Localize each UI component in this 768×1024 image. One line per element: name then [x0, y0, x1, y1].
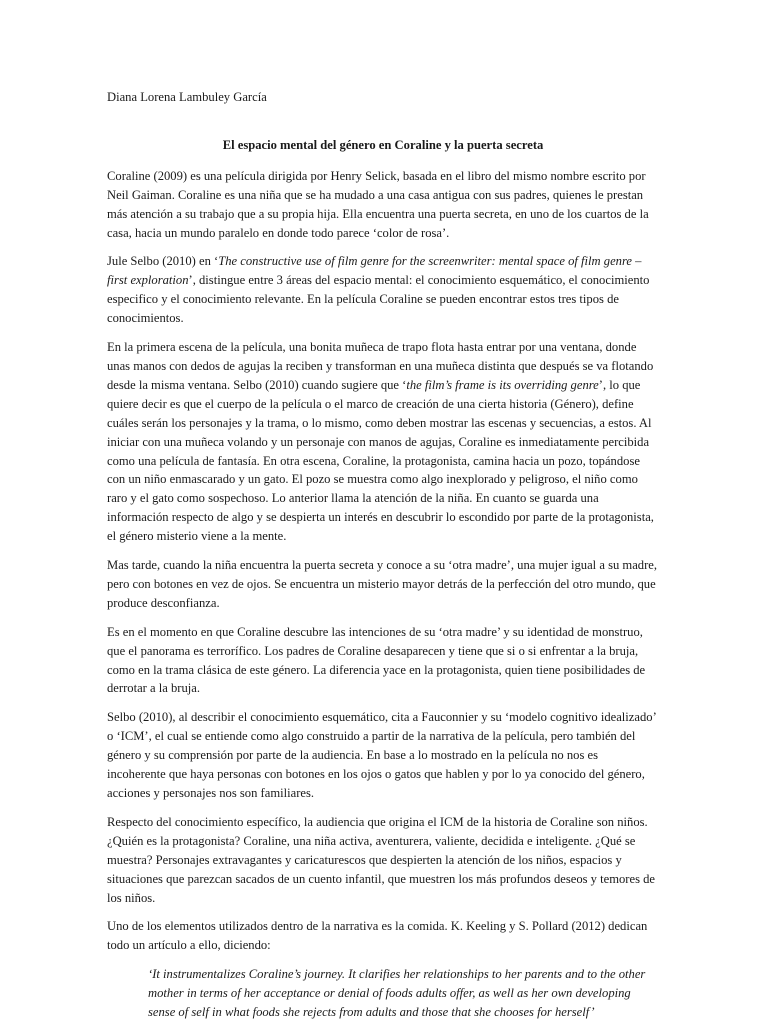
body-paragraph	[107, 167, 659, 243]
body-paragraph	[107, 338, 659, 546]
body-paragraph	[107, 708, 659, 803]
body-text	[107, 167, 659, 955]
block-quote: ‘It instrumentalizes Coraline’s journey. It clarifies her relationships to her parents and to the other mother in terms of her acceptance or denial of foods adults offer, as well as her own developing sense of self in what foods she rejects from adults and those that she chooses for herself’	[148, 967, 646, 1020]
body-paragraph	[107, 556, 659, 613]
document-title: El espacio mental del género en Coraline y la puerta secreta	[222, 137, 544, 152]
body-paragraph	[107, 252, 659, 328]
paragraph-text: Selbo (2010), al describir el conocimiento esquemático, cita a Fauconnier y su ‘modelo cognitivo idealizado’ o ‘ICM’, el cual se entiende como algo construido a partir de la narrativa de la película, pero también del género y su comprensión por parte de la audiencia. En base a lo mostrado en la película no nos es incoherente que haya personas con botones en los ojos o gatos que hablen y por lo ya conocido del género, acciones y personajes nos son familiares.	[107, 710, 656, 800]
paragraph-text: Uno de los elementos utilizados dentro de la narrativa es la comida. K. Keeling y S. Pollard (2012) dedican todo un artículo a ello, diciendo:	[107, 919, 648, 953]
paragraph-text: ’, lo que quiere decir es que el cuerpo de la película o el marco de creación de una cierta historia (Género), define cuáles serán los personajes y la trama, o lo mismo, como deben mostrar las escenas y secuencias, a estos. Al iniciar con una muñeca volando y un personaje con manos de agujas, Coraline es inmediatamente percibida como una película de fantasía. En otra escena, Coraline, la protagonista, camina hacia un pozo, topándose con un niño enmascarado y un gato. El pozo se muestra como algo inexplorado y peligroso, el niño como raro y el gato como sospechoso. Lo anterior llama la atención de la niña. En cuanto se guarda una información respecto de algo y se despierta un interés en descubrir lo escondido por parte de la protagonista, el género misterio viene a la mente.	[107, 377, 654, 544]
document-page	[107, 88, 659, 1022]
paragraph-text: Coraline (2009) es una película dirigida por Henry Selick, basada en el libro del mismo nombre escrito por Neil Gaiman. Coraline es una niña que se ha mudado a una casa antigua con sus padres, quienes le prestan más atención a su trabajo que a su propia hija. Ella encuentra una puerta secreta, en uno de los cuartos de la casa, hacia un mundo paralelo en donde todo parece ‘color de rosa’.	[107, 168, 649, 240]
paragraph-text: Mas tarde, cuando la niña encuentra la puerta secreta y conoce a su ‘otra madre’, una mujer igual a su madre, pero con botones en vez de ojos. Se encuentra un misterio mayor detrás de la perfección del otro mundo, que produce desconfianza.	[107, 558, 658, 610]
body-paragraph	[107, 813, 659, 908]
italic-citation: The constructive use of film genre for the screenwriter: mental space of film genre – first exploration	[107, 254, 642, 288]
paragraph-text: Jule Selbo (2010) en ‘	[107, 254, 219, 269]
author-name: Diana Lorena Lambuley García	[107, 90, 267, 104]
paragraph-text: ’, distingue entre 3 áreas del espacio mental: el conocimiento esquemático, el conocimiento especifico y el conocimiento relevante. En la película Coraline se pueden encontrar estos tres tipos de conocimientos.	[107, 273, 650, 326]
paragraph-text: Es en el momento en que Coraline descubre las intenciones de su ‘otra madre’ y su identidad de monstruo, que el panorama es terrorífico. Los padres de Coraline desaparecen y tiene que si o si enfrentar a la bruja, como en la trama clásica de este género. La diferencia yace en la protagonista, quien tiene posibilidades de derrotar a la bruja.	[107, 624, 646, 696]
body-paragraph	[107, 917, 659, 955]
paragraph-text: En la primera escena de la película, una bonita muñeca de trapo flota hasta entrar por una ventana, donde unas manos con dedos de agujas la reciben y transforman en una muñeca distinta que después se va flotando desde la misma ventana. Selbo (2010) cuando sugiere que ‘	[107, 340, 654, 392]
italic-citation: the film’s frame is its overriding genre	[406, 377, 599, 392]
body-paragraph	[107, 623, 659, 699]
paragraph-text: Respecto del conocimiento específico, la audiencia que origina el ICM de la historia de Coraline son niños. ¿Quién es la protagonista? Coraline, una niña activa, aventurera, valiente, decidida e inteligente. ¿Qué se muestra? Personajes extravagantes y caricaturescos que despierten la atención de los niños, espacios y situaciones que parezcan sacados de un cuento infantil, que muestren los más profundos deseos y temores de los niños.	[107, 814, 656, 905]
